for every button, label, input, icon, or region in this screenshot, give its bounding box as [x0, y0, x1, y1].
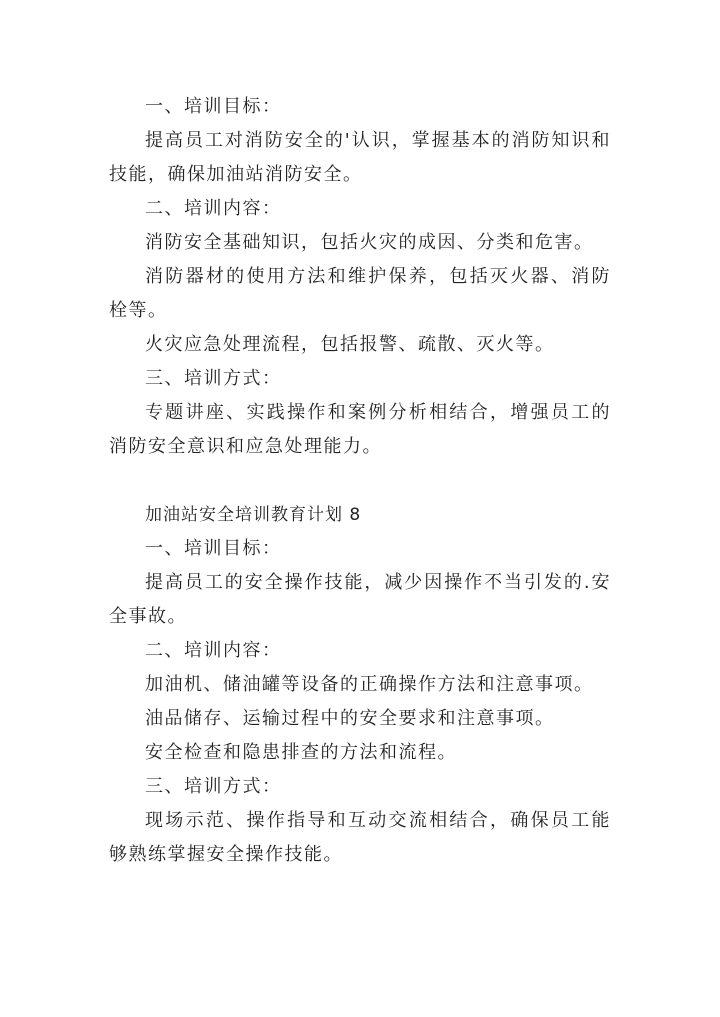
section-2-content-heading: 二、培训内容：	[145, 640, 282, 661]
section-2-content-item-1: 加油机、储油罐等设备的正确操作方法和注意事项。	[145, 674, 594, 695]
section-1-content-item-1: 消防安全基础知识，包括火灾的成因、分类和危害。	[145, 232, 594, 253]
section-2-content-item-2: 油品储存、运输过程中的安全要求和注意事项。	[145, 708, 555, 729]
section-2-title: 加油站安全培训教育计划 8	[145, 505, 362, 525]
section-1-content-item-2: 消防器材的使用方法和维护保养，包括灭火器、消防栓等。	[109, 266, 611, 321]
section-1-content-item-3: 火灾应急处理流程，包括报警、疏散、灭火等。	[145, 334, 555, 355]
section-2-goal-text: 提高员工的安全操作技能，减少因操作不当引发的.安全事故。	[109, 572, 611, 627]
section-2-content-item-3: 安全检查和隐患排查的方法和流程。	[145, 742, 457, 763]
section-1-method-text: 专题讲座、实践操作和案例分析相结合，增强员工的消防安全意识和应急处理能力。	[109, 402, 611, 457]
section-1-goal-heading: 一、培训目标：	[145, 96, 282, 117]
section-1-method-heading: 三、培训方式：	[145, 368, 282, 389]
section-2	[109, 498, 611, 872]
section-2-method-text: 现场示范、操作指导和互动交流相结合，确保员工能够熟练掌握安全操作技能。	[109, 810, 611, 865]
section-1	[109, 90, 611, 464]
section-1-goal-text: 提高员工对消防安全的'认识，掌握基本的消防知识和技能，确保加油站消防安全。	[109, 130, 611, 185]
section-1-content-heading: 二、培训内容：	[145, 198, 282, 219]
section-2-goal-heading: 一、培训目标：	[145, 538, 282, 559]
section-2-method-heading: 三、培训方式：	[145, 776, 282, 797]
